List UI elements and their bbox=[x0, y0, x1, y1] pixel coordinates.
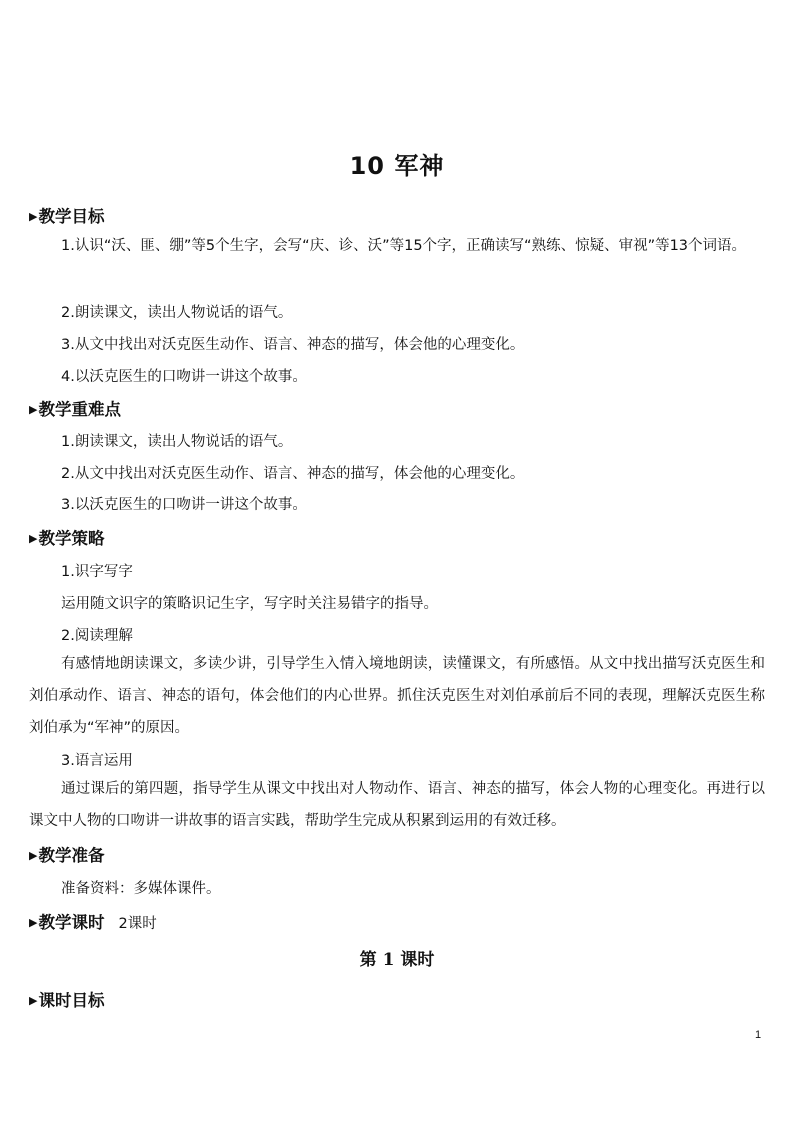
section-heading-strategies: ▶教学策略 bbox=[29, 529, 105, 548]
triangle-marker-icon: ▶ bbox=[29, 210, 38, 223]
strategy-subheading-literacy: 1.识字写字 bbox=[61, 564, 133, 580]
triangle-marker-icon: ▶ bbox=[29, 916, 38, 929]
key-point-item-3: 3.以沃克医生的口吻讲一讲这个故事。 bbox=[61, 497, 307, 513]
triangle-marker-icon: ▶ bbox=[29, 532, 38, 545]
section-heading-lesson-goals: ▶课时目标 bbox=[29, 991, 105, 1010]
strategy-literacy-text: 运用随文识字的策略识记生字，写字时关注易错字的指导。 bbox=[61, 596, 438, 612]
section-heading-key-points: ▶教学重难点 bbox=[29, 400, 121, 419]
strategy-language-text: 通过课后的第四题，指导学生从课文中找出对人物动作、语言、神态的描写，体会人物的心理变化。再进行以课文中人物的口吻讲一讲故事的语言实践，帮助学生完成从积累到运用的有效迁移。 bbox=[29, 781, 765, 829]
preparation-item: 准备资料：多媒体课件。 bbox=[61, 881, 221, 897]
key-point-item-2: 2.从文中找出对沃克医生动作、语言、神态的描写，体会他的心理变化。 bbox=[61, 466, 525, 482]
goal-item-3: 3.从文中找出对沃克医生动作、语言、神态的描写，体会他的心理变化。 bbox=[61, 337, 525, 353]
triangle-marker-icon: ▶ bbox=[29, 849, 38, 862]
goal-item-1: 1.认识“沃、匪、绷”等5个生字，会写“庆、诊、沃”等15个字，正确读写“熟练、惊疑、审视”等13个词语。 bbox=[61, 238, 747, 254]
triangle-marker-icon: ▶ bbox=[29, 403, 38, 416]
key-point-item-1: 1.朗读课文，读出人物说话的语气。 bbox=[61, 434, 293, 450]
section-heading-class-hours: ▶教学课时 2课时 bbox=[29, 913, 157, 932]
lesson-title: 第 1 课时 bbox=[359, 950, 435, 970]
class-hours-value: 2课时 bbox=[118, 916, 157, 932]
strategy-subheading-language: 3.语言运用 bbox=[61, 753, 133, 769]
triangle-marker-icon: ▶ bbox=[29, 994, 38, 1007]
goal-item-4: 4.以沃克医生的口吻讲一讲这个故事。 bbox=[61, 369, 307, 385]
section-heading-preparation: ▶教学准备 bbox=[29, 846, 105, 865]
strategy-subheading-reading: 2.阅读理解 bbox=[61, 628, 133, 644]
page-title: 10 军神 bbox=[349, 152, 445, 180]
goal-item-2: 2.朗读课文，读出人物说话的语气。 bbox=[61, 305, 293, 321]
strategy-reading-text: 有感情地朗读课文，多读少讲，引导学生入情入境地朗读，读懂课文，有所感悟。从文中找出描写沃克医生和刘伯承动作、语言、神态的语句，体会他们的内心世界。抓住沃克医生对刘伯承前后不同的表现，理解沃克医生称刘伯承为“军神”的原因。 bbox=[29, 656, 765, 736]
page-number: 1 bbox=[755, 1029, 762, 1041]
section-heading-teaching-goals: ▶教学目标 bbox=[29, 207, 105, 226]
